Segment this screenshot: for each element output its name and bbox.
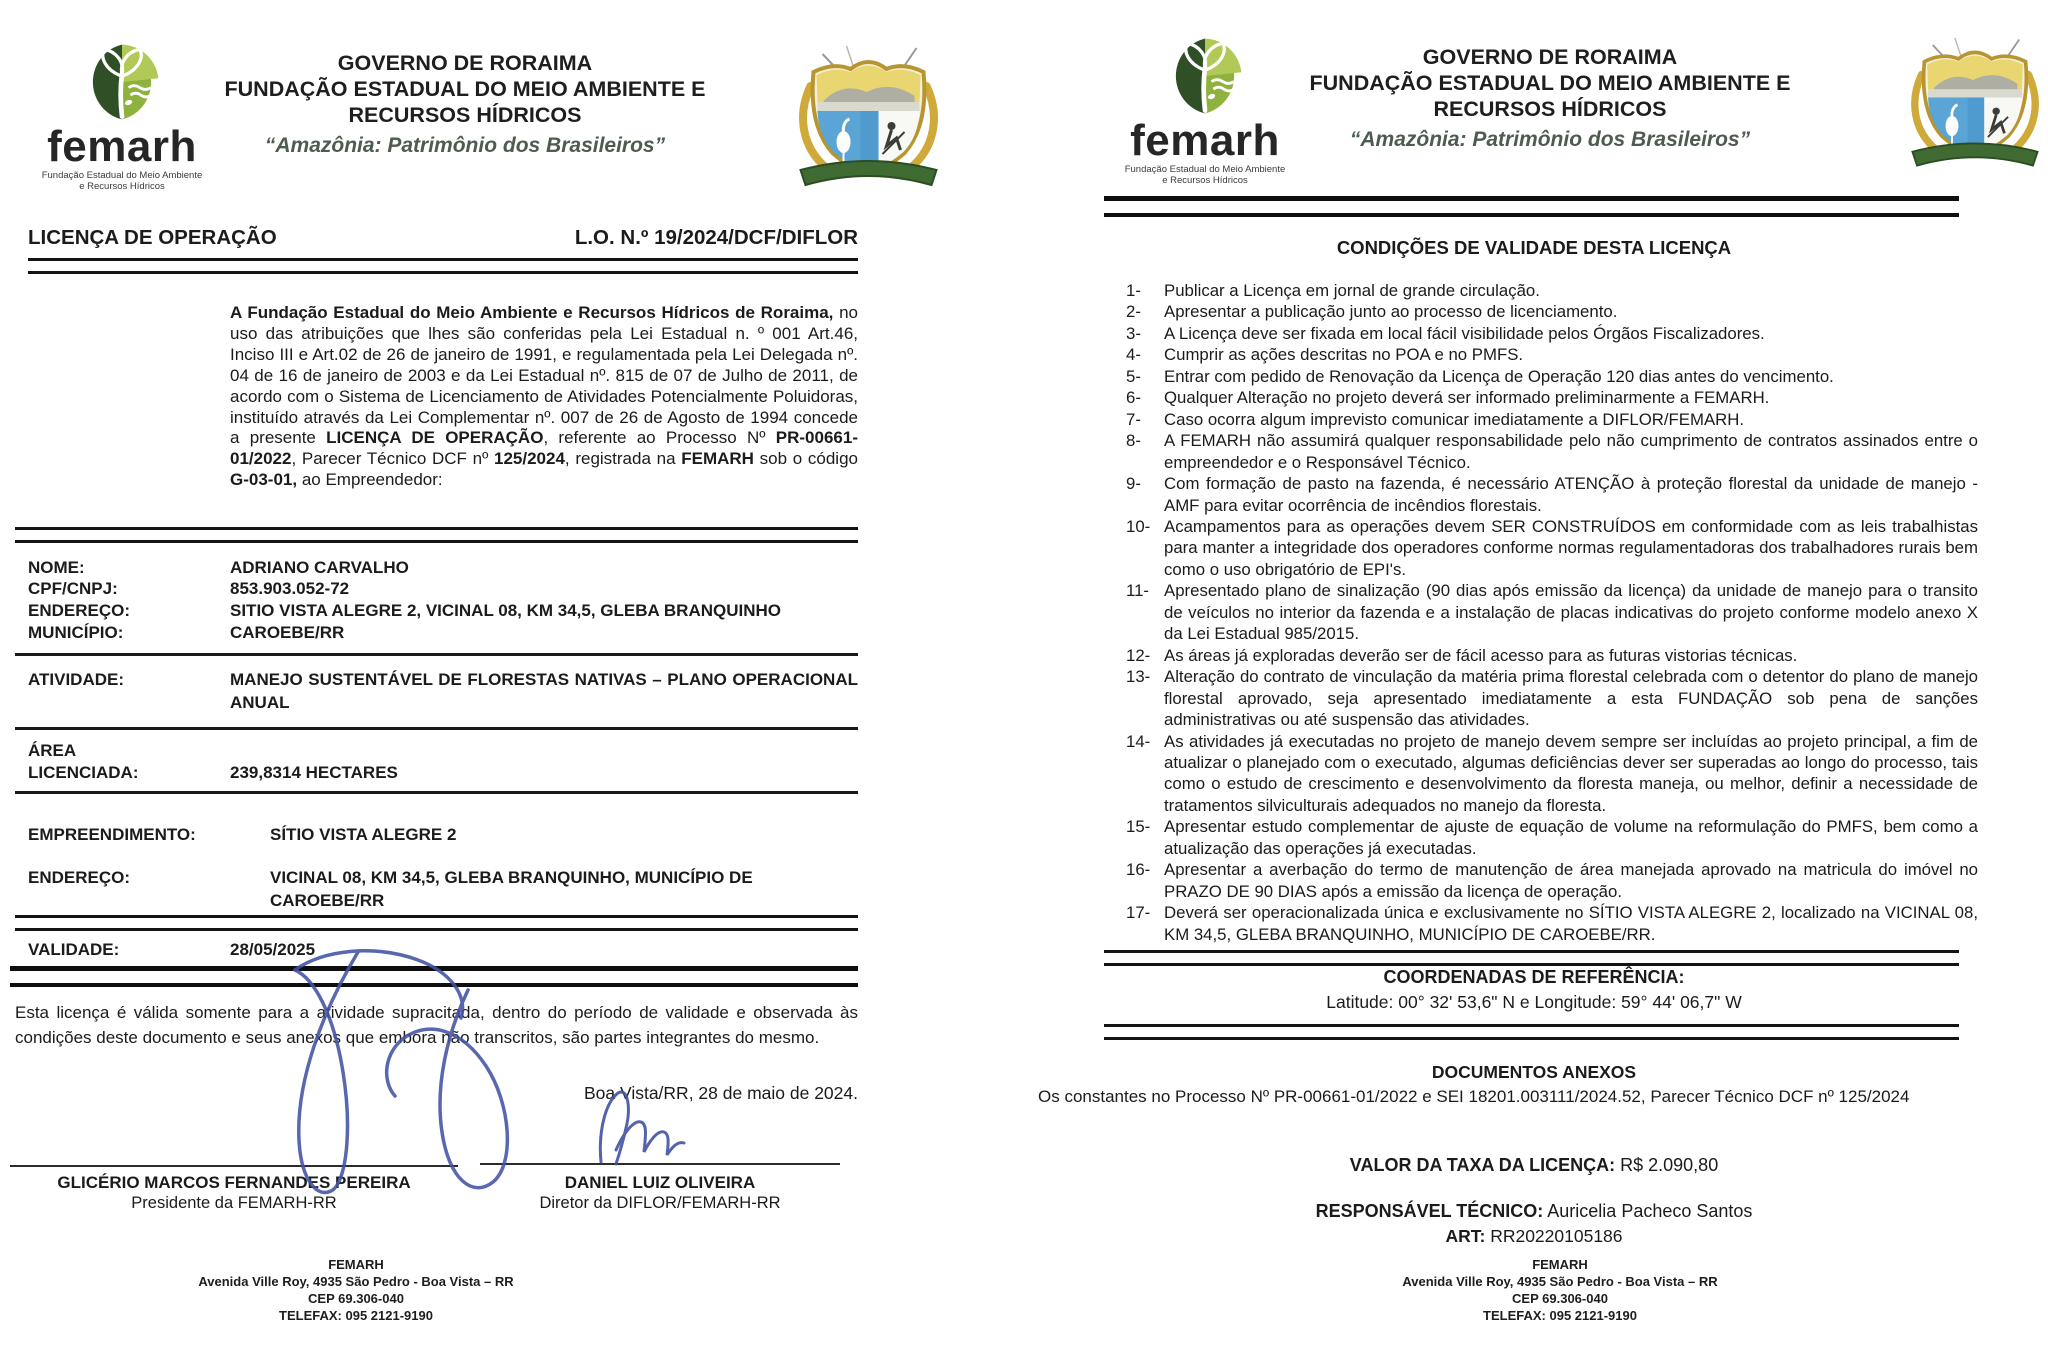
femarh-logo-icon bbox=[80, 42, 164, 122]
divider bbox=[28, 258, 858, 274]
header-foundation-1: FUNDAÇÃO ESTADUAL DO MEIO AMBIENTE E bbox=[224, 77, 706, 101]
field-label: EMPREENDIMENTO: bbox=[28, 825, 196, 844]
intro-paragraph: A Fundação Estadual do Meio Ambiente e Recursos Hídricos de Roraima, no uso das atribuições que lhes são conferidas pela Lei Estadual n. º 001 Art.46, Inciso III e Art.02 de 26 de janeiro de 1991, e regulamentada pela Lei Delegada nº. 04 de 16 de janeiro de 2003 e da Lei Estadual nº. 815 de 07 de Julho de 2011, de acordo com o Sistema de Licenciamento de Atividades Potencialmente Poluidoras, instituído através da Lei Complementar nº. 007 de 26 de Agosto de 1994 concede a presente LICENÇA DE OPERAÇÃO, referente ao Processo Nº PR-00661-01/2022, Parecer Técnico DCF nº 125/2024, registrada na FEMARH sob o código G-03-01, ao Empreendedor: bbox=[230, 303, 858, 490]
conditions-page bbox=[1024, 0, 2048, 1371]
field-value: ADRIANO CARVALHO bbox=[230, 558, 409, 577]
document-type: LICENÇA DE OPERAÇÃO bbox=[28, 226, 277, 249]
signer-president bbox=[10, 1172, 458, 1214]
condition-item: 2- Apresentar a publicação junto ao processo de licenciamento. bbox=[1126, 302, 1618, 322]
field-label: NOME: bbox=[28, 558, 85, 577]
field-endereco-empreendimento bbox=[28, 867, 830, 912]
responsible-label: RESPONSÁVEL TÉCNICO: bbox=[1315, 1201, 1544, 1221]
field-label: LICENCIADA: bbox=[28, 763, 139, 782]
page-footer bbox=[1210, 1256, 1910, 1324]
divider bbox=[15, 727, 858, 730]
condition-item: 13- Alteração do contrato de vinculação da matéria prima florestal celebrada com o detentor do plano de manejo florestal aprovado, seja apresentado imediatamente a esta FUNDAÇÃO sob pena de sanções administrativas ou até suspensão das atividades. bbox=[1126, 667, 1978, 730]
header-org-block bbox=[1280, 44, 1820, 153]
footer-address: Avenida Ville Roy, 4935 São Pedro - Boa Vista – RR bbox=[198, 1274, 514, 1289]
footer-cep: CEP 69.306-040 bbox=[1512, 1291, 1608, 1306]
field-validade bbox=[28, 939, 858, 961]
logo-subtitle: Fundação Estadual do Meio Ambiente e Recursos Hídricos bbox=[41, 170, 203, 192]
field-value: MANEJO SUSTENTÁVEL DE FLORESTAS NATIVAS – PLANO OPERACIONAL ANUAL bbox=[230, 670, 858, 712]
footer-cep: CEP 69.306-040 bbox=[308, 1291, 404, 1306]
divider bbox=[15, 791, 858, 794]
header-foundation-2: RECURSOS HÍDRICOS bbox=[348, 103, 582, 127]
femarh-logo bbox=[27, 42, 217, 192]
header-government: GOVERNO DE RORAIMA bbox=[337, 51, 593, 75]
header-motto: “Amazônia: Patrimônio dos Brasileiros” bbox=[1349, 128, 1751, 151]
signature-ink-glicerio bbox=[295, 952, 358, 1192]
condition-item: 10- Acampamentos para as operações devem SER CONSTRUÍDOS em conformidade com as leis trabalhistas para manter a integridade dos operadores conforme normas regulamentadoras dos trabalhadores rurais bem como o uso obrigatório de EPI's. bbox=[1126, 516, 1978, 579]
field-label: ATIVIDADE: bbox=[28, 670, 125, 689]
field-label: ENDEREÇO: bbox=[28, 868, 131, 887]
art-value: RR20220105186 bbox=[1485, 1226, 1623, 1246]
condition-item: 6- Qualquer Alteração no projeto deverá ser informado preliminarmente a FEMARH. bbox=[1126, 388, 1770, 408]
art-label: ART: bbox=[1445, 1226, 1486, 1246]
signer-role: Diretor da DIFLOR/FEMARH-RR bbox=[539, 1194, 781, 1212]
footer-org: FEMARH bbox=[328, 1257, 384, 1272]
femarh-logo-icon bbox=[1163, 36, 1247, 116]
condition-item: 14- As atividades já executadas no projeto de manejo devem sempre ser incluídas ao projeto principal, a fim de atualizar o planejado com o executado, algumas deficiências dever ser superadas ao longo do processo, tais como o estudo de crescimento e desenvolvimento da floresta maneja, ou melhor, definir a necessidade de tratamentos silviculturais adequados no manejo da floresta. bbox=[1126, 731, 1978, 815]
divider bbox=[1104, 950, 1959, 966]
license-fee-line bbox=[1064, 1155, 2004, 1176]
field-value: 28/05/2025 bbox=[230, 940, 316, 959]
roraima-coat-of-arms bbox=[786, 42, 951, 197]
divider-heavy bbox=[10, 966, 858, 987]
header-org-block bbox=[195, 50, 735, 159]
header-foundation-2: RECURSOS HÍDRICOS bbox=[1433, 97, 1667, 121]
coordinates-heading: COORDENADAS DE REFERÊNCIA: bbox=[1383, 967, 1685, 987]
field-area-label-1 bbox=[28, 740, 230, 762]
condition-item: 5- Entrar com pedido de Renovação da Licença de Operação 120 dias antes do vencimento. bbox=[1126, 366, 1834, 386]
signer-role: Presidente da FEMARH-RR bbox=[131, 1194, 337, 1212]
condition-item: 15- Apresentar estudo complementar de ajuste de equação de volume na reformulação do PMFS, bem como a atualização das operações já executadas. bbox=[1126, 817, 1978, 858]
field-value: VICINAL 08, KM 34,5, GLEBA BRANQUINHO, MUNICÍPIO DE CAROEBE/RR bbox=[270, 868, 753, 910]
signer-name: DANIEL LUIZ OLIVEIRA bbox=[564, 1173, 756, 1192]
coordinates-value: Latitude: 00° 32' 53,6" N e Longitude: 59° 44' 06,7" W bbox=[1326, 992, 1742, 1012]
field-endereco bbox=[28, 600, 858, 622]
footer-telefax: TELEFAX: 095 2121-9190 bbox=[279, 1308, 433, 1323]
footer-telefax: TELEFAX: 095 2121-9190 bbox=[1483, 1308, 1637, 1323]
header-government: GOVERNO DE RORAIMA bbox=[1422, 45, 1678, 69]
condition-item: 7- Caso ocorra algum imprevisto comunicar imediatamente a DIFLOR/FEMARH. bbox=[1126, 409, 1745, 429]
header-foundation-1: FUNDAÇÃO ESTADUAL DO MEIO AMBIENTE E bbox=[1309, 71, 1791, 95]
license-number: L.O. N.º 19/2024/DCF/DIFLOR bbox=[574, 226, 858, 249]
femarh-logo bbox=[1110, 36, 1300, 186]
field-atividade bbox=[28, 669, 858, 714]
field-value: CAROEBE/RR bbox=[230, 623, 345, 642]
field-cpf-cnpj bbox=[28, 578, 858, 600]
condition-item: 1- Publicar a Licença em jornal de grande circulação. bbox=[1126, 281, 1540, 300]
field-value: SITIO VISTA ALEGRE 2, VICINAL 08, KM 34,5, GLEBA BRANQUINHO bbox=[230, 601, 782, 620]
logo-wordmark: femarh bbox=[1130, 116, 1280, 165]
documents-text: Os constantes no Processo Nº PR-00661-01/2022 e SEI 18201.003111/2024.52, Parecer Técnico DCF nº 125/2024 bbox=[1038, 1087, 1910, 1106]
field-area bbox=[28, 762, 858, 784]
license-fee-value: R$ 2.090,80 bbox=[1615, 1155, 1719, 1175]
condition-item: 11- Apresentado plano de sinalização (90 dias após emissão da licença) da unidade de manejo para o transito de veículos no interior da fazenda e a instalação de placas indicativas do projeto conforme modelo anexo X da Lei Estadual 985/2015. bbox=[1126, 581, 1978, 644]
footer-address: Avenida Ville Roy, 4935 São Pedro - Boa Vista – RR bbox=[1402, 1274, 1718, 1289]
logo-subtitle: Fundação Estadual do Meio Ambiente e Recursos Hídricos bbox=[1124, 164, 1286, 186]
date-place-line: Boa Vista/RR, 28 de maio de 2024. bbox=[583, 1083, 858, 1103]
logo-wordmark: femarh bbox=[47, 122, 197, 171]
signature-line-president bbox=[10, 1165, 458, 1167]
divider bbox=[1104, 1024, 1959, 1040]
condition-item: 16- Apresentar a averbação do termo de manutenção de área manejada aprovado na matricula do imóvel no PRAZO DE 90 DIAS após a emissão da licença de operação. bbox=[1126, 860, 1978, 901]
header-motto: “Amazônia: Patrimônio dos Brasileiros” bbox=[264, 134, 666, 157]
conditions-title: CONDIÇÕES DE VALIDADE DESTA LICENÇA bbox=[1336, 237, 1732, 258]
responsible-value: Auricelia Pacheco Santos bbox=[1543, 1201, 1753, 1221]
page-footer bbox=[36, 1256, 676, 1324]
condition-item: 8- A FEMARH não assumirá qualquer responsabilidade pelo não cumprimento de contratos assinados entre o empreendedor e o Responsável Técnico. bbox=[1126, 431, 1978, 472]
responsible-line bbox=[1064, 1201, 2004, 1222]
conditions-list bbox=[1126, 280, 1978, 945]
field-label: MUNICÍPIO: bbox=[28, 623, 124, 642]
field-empreendimento bbox=[28, 824, 898, 846]
field-nome bbox=[28, 557, 858, 579]
art-line bbox=[1064, 1226, 2004, 1247]
field-municipio bbox=[28, 622, 858, 644]
signer-director bbox=[480, 1172, 840, 1214]
field-label: ENDEREÇO: bbox=[28, 601, 131, 620]
license-fee-label: VALOR DA TAXA DA LICENÇA: bbox=[1349, 1155, 1616, 1175]
field-value: SÍTIO VISTA ALEGRE 2 bbox=[270, 825, 457, 844]
field-value: 239,8314 HECTARES bbox=[230, 763, 398, 782]
condition-item: 4- Cumprir as ações descritas no POA e no PMFS. bbox=[1126, 345, 1524, 365]
divider bbox=[15, 527, 858, 543]
footer-org: FEMARH bbox=[1532, 1257, 1588, 1272]
validity-note: Esta licença é válida somente para a atividade supracitada, dentro do período de validade e observada às condições deste documento e seus anexos que embora não transcritos, são partes integrantes do mesmo. bbox=[15, 1003, 858, 1048]
condition-item: 17- Deverá ser operacionalizada única e exclusivamente no SÍTIO VISTA ALEGRE 2, localizado na VICINAL 08, KM 34,5, GLEBA BRANQUINHO, MUNICÍPIO DE CAROEBE/RR. bbox=[1126, 903, 1978, 944]
field-label: CPF/CNPJ: bbox=[28, 579, 118, 598]
field-label: ÁREA bbox=[28, 741, 77, 760]
condition-item: 3- A Licença deve ser fixada em local fácil visibilidade pelos Órgãos Fiscalizadores. bbox=[1126, 323, 1765, 343]
signature-line-director bbox=[480, 1163, 840, 1165]
divider-heavy bbox=[1104, 196, 1959, 217]
condition-item: 12- As áreas já exploradas deverão ser de fácil acesso para as futuras vistorias técnicas. bbox=[1126, 645, 1798, 665]
divider bbox=[15, 915, 858, 931]
documents-heading: DOCUMENTOS ANEXOS bbox=[1431, 1062, 1637, 1082]
document-title-row bbox=[28, 226, 858, 250]
roraima-coat-of-arms bbox=[1900, 34, 2048, 177]
condition-item: 9- Com formação de pasto na fazenda, é necessário ATENÇÃO à proteção florestal da unidade de manejo - AMF para evitar ocorrência de incêndios florestais. bbox=[1126, 474, 1978, 515]
signer-name: GLICÉRIO MARCOS FERNANDES PEREIRA bbox=[57, 1173, 411, 1192]
field-label: VALIDADE: bbox=[28, 940, 120, 959]
divider bbox=[15, 653, 858, 656]
field-value: 853.903.052-72 bbox=[230, 579, 350, 598]
